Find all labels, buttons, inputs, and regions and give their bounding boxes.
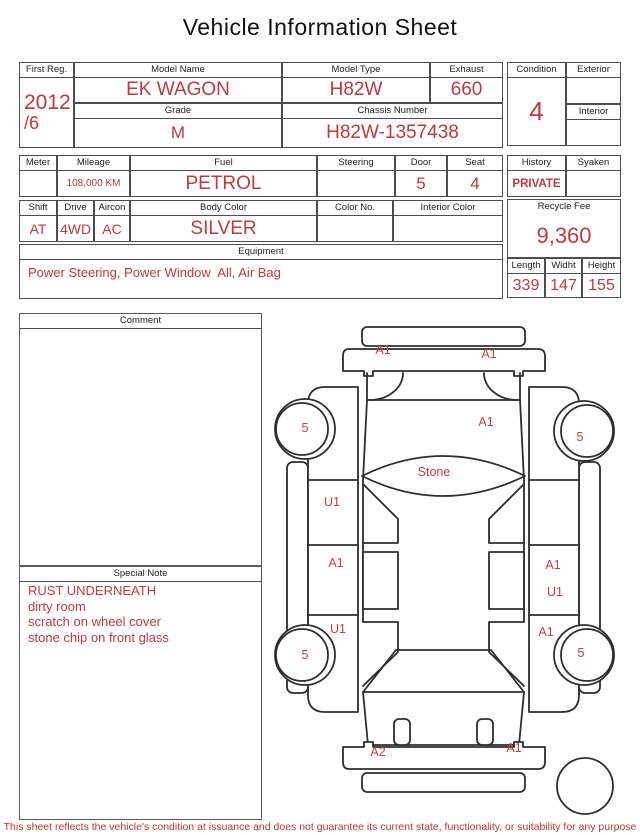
model-type-label: Model Type — [283, 63, 429, 78]
cell-exhaust — [430, 62, 503, 103]
interior-value — [567, 120, 620, 145]
seat-label: Seat — [448, 156, 502, 171]
fuel-label: Fuel — [131, 156, 316, 171]
syaken-value — [567, 171, 620, 196]
cell-history — [507, 155, 566, 197]
front-right-wheel — [554, 401, 614, 461]
length-value: 339 — [512, 276, 540, 294]
cell-interior — [566, 104, 621, 146]
hood — [367, 373, 520, 400]
height-label: Height — [583, 259, 620, 274]
grade-label: Grade — [75, 104, 281, 119]
cell-equipment — [19, 244, 503, 299]
aircon-label: Aircon — [95, 201, 129, 216]
cell-widht — [545, 258, 582, 298]
seat-value: 4 — [470, 173, 480, 193]
history-label: History — [508, 156, 565, 171]
cell-grade — [74, 103, 282, 148]
exhaust-value: 660 — [450, 79, 483, 100]
special-note-line: stone chip on front glass — [28, 629, 169, 645]
page-title: Vehicle Information Sheet — [182, 14, 458, 40]
cell-seat — [447, 155, 503, 197]
rear-bottom-bar — [362, 773, 525, 792]
special-note-body — [28, 583, 257, 645]
body-color-label: Body Color — [131, 201, 316, 216]
footer-disclaimer: This sheet reflects the vehicle's condition at issuance and does not guarantee its current state, functionality, or suitability for any purpose — [3, 821, 637, 833]
cell-interior-color — [393, 200, 503, 242]
widht-value: 147 — [550, 276, 577, 294]
cell-height — [582, 258, 621, 298]
spare-tire — [557, 758, 613, 814]
damage-annotation: A1 — [478, 415, 494, 429]
chassis-number-label: Chassis Number — [283, 104, 502, 119]
cell-recycle-fee — [507, 199, 621, 258]
cell-model-type — [282, 62, 430, 103]
equipment-label: Equipment — [20, 245, 502, 260]
recycle-fee-value: 9,360 — [536, 223, 592, 248]
chassis-number-value: H82W-1357438 — [326, 122, 459, 143]
left-tail-light — [394, 719, 410, 745]
rear-hatch — [363, 692, 524, 745]
special-note-label: Special Note — [20, 567, 261, 582]
door-value: 5 — [416, 173, 426, 193]
damage-annotation: A1 — [538, 625, 554, 639]
damage-annotation: A1 — [506, 741, 522, 755]
special-note-line: dirty room — [28, 598, 86, 614]
height-value: 155 — [588, 276, 615, 294]
car-outline-drawing — [268, 312, 640, 817]
length-label: Length — [508, 259, 544, 274]
comment-label: Comment — [20, 314, 261, 329]
color-no-label: Color No. — [318, 201, 392, 216]
first-reg-value: 2012 /6 — [24, 90, 71, 133]
rear-window — [363, 650, 524, 692]
model-type-value: H82W — [329, 79, 383, 100]
color-no-value — [318, 216, 392, 241]
shift-label: Shift — [20, 201, 56, 216]
widht-label: Widht — [546, 259, 581, 274]
damage-annotation: 5 — [576, 430, 584, 444]
damage-annotation: U1 — [547, 585, 563, 599]
damage-annotation: U1 — [324, 495, 340, 509]
shift-value: AT — [29, 220, 47, 237]
condition-value: 4 — [529, 96, 544, 126]
special-note-line: scratch on wheel cover — [28, 614, 161, 629]
mileage-label: Mileage — [58, 156, 129, 171]
damage-annotation: 5 — [301, 421, 309, 435]
exhaust-label: Exhaust — [431, 63, 502, 78]
cell-body-color — [130, 200, 317, 242]
grade-value: M — [170, 123, 186, 142]
damage-annotation: U1 — [330, 622, 346, 636]
drive-value: 4WD — [59, 220, 92, 237]
condition-label: Condition — [508, 63, 565, 78]
comment-box — [19, 313, 262, 566]
damage-annotation: A1 — [375, 343, 391, 357]
cell-drive — [57, 200, 94, 242]
right-tail-light — [477, 719, 493, 745]
cell-steering — [317, 155, 395, 197]
front-bumper — [343, 349, 545, 376]
meter-label: Meter — [20, 156, 56, 171]
meter-value — [20, 171, 56, 196]
model-name-label: Model Name — [75, 63, 281, 78]
interior-color-value — [394, 216, 502, 241]
history-value: PRIVATE — [512, 177, 561, 190]
cell-fuel — [130, 155, 317, 197]
model-name-value: EK WAGON — [126, 79, 230, 100]
special-note-box — [19, 566, 262, 820]
exterior-value — [567, 78, 620, 103]
body-color-value: SILVER — [190, 217, 257, 239]
cell-model-name — [74, 62, 282, 103]
damage-annotation: A2 — [370, 745, 386, 759]
steering-value — [318, 171, 394, 196]
special-note-line: RUST UNDERNEATH — [28, 583, 157, 598]
cell-meter — [19, 155, 57, 197]
cell-condition — [507, 62, 566, 146]
drive-label: Drive — [58, 201, 93, 216]
damage-annotation: Stone — [417, 465, 451, 479]
cell-door — [395, 155, 447, 197]
interior-label: Interior — [567, 105, 620, 120]
mileage-value: 108,000 KM — [66, 178, 121, 189]
damage-annotation: A1 — [328, 556, 344, 570]
aircon-value: AC — [102, 220, 122, 237]
car-damage-diagram — [268, 312, 640, 817]
interior-color-label: Interior Color — [394, 201, 502, 216]
steering-label: Steering — [318, 156, 394, 171]
cell-color-no — [317, 200, 393, 242]
door-label: Door — [396, 156, 446, 171]
fuel-value: PETROL — [185, 172, 262, 194]
first-reg-label: First Reg. — [20, 63, 73, 78]
cell-length — [507, 258, 545, 298]
damage-annotation: A1 — [545, 558, 561, 572]
damage-annotation: 5 — [301, 648, 309, 662]
cell-first-reg — [19, 62, 74, 148]
exterior-label: Exterior — [567, 63, 620, 78]
cell-chassis-number — [282, 103, 503, 148]
equipment-value: Power Steering, Power Window All, Air Bag — [28, 265, 281, 280]
recycle-fee-label: Recycle Fee — [537, 201, 591, 212]
cell-shift — [19, 200, 57, 242]
damage-annotation: A1 — [481, 347, 497, 361]
cell-syaken — [566, 155, 621, 197]
cell-aircon — [94, 200, 130, 242]
syaken-label: Syaken — [567, 156, 620, 171]
cell-exterior — [566, 62, 621, 104]
cell-mileage — [57, 155, 130, 197]
damage-annotation: 5 — [577, 646, 585, 660]
